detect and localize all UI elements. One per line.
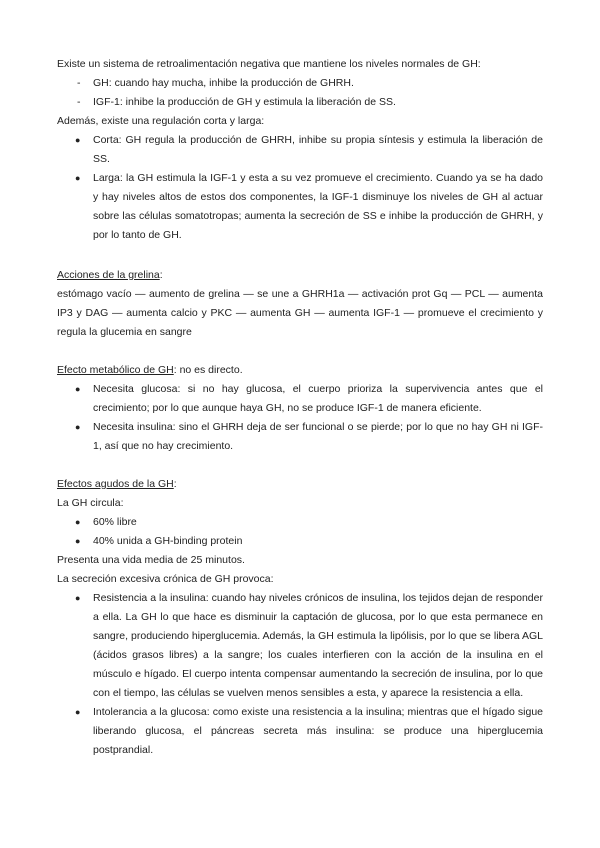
dash-marker: - xyxy=(77,96,81,108)
bullet-marker: ● xyxy=(75,536,81,546)
circula-label: La GH circula: xyxy=(57,497,124,509)
list-item: - IGF-1: inhibe la producción de GH y estimula la liberación de SS. xyxy=(57,93,543,112)
bullet-marker: ● xyxy=(75,517,81,527)
intro-paragraph: Existe un sistema de retroalimentación negativa que mantiene los niveles normales de GH: xyxy=(57,58,481,70)
grelina-text: estómago vacío — aumento de grelina — se une a GHRH1a — activación prot Gq — PCL — aumenta IP3 y DAG — aumenta calcio y PKC — aumenta GH — aumenta IGF-1 — promueve el crecimiento y regula la glucemia en sangre xyxy=(57,288,543,338)
bullet-marker: ● xyxy=(75,135,81,145)
list-item: ● Corta: GH regula la producción de GHRH, inhibe su propia síntesis y estimula la liberación de SS. xyxy=(57,131,543,169)
list-item: ● Intolerancia a la glucosa: como existe una resistencia a la insulina; mientras que el hígado sigue liberando glucosa, el páncreas secreta más insulina: se produce una hiperglucemia postprandial. xyxy=(57,703,543,760)
bullet-marker: ● xyxy=(75,173,81,183)
metabolico-heading: Efecto metabólico de GH: no es directo. xyxy=(57,364,243,376)
list-item: ● Necesita glucosa: si no hay glucosa, el cuerpo prioriza la supervivencia antes que el crecimiento; por lo que aunque haya GH, no se produce IGF-1 de manera eficiente. xyxy=(57,380,543,418)
bullet-marker: ● xyxy=(75,422,81,432)
feedback-list xyxy=(57,74,543,112)
secrecion-label: La secreción excesiva crónica de GH provoca: xyxy=(57,573,274,585)
bullet-marker: ● xyxy=(75,707,81,717)
list-item: ● 40% unida a GH-binding protein xyxy=(57,532,543,551)
regulation-intro: Además, existe una regulación corta y larga: xyxy=(57,115,265,127)
agudos-heading: Efectos agudos de la GH: xyxy=(57,478,177,490)
list-item: - GH: cuando hay mucha, inhibe la producción de GHRH. xyxy=(57,74,543,93)
list-item: ● Larga: la GH estimula la IGF-1 y esta a su vez promueve el crecimiento. Cuando ya se ha dado y hay niveles altos de estos dos componentes, la IGF-1 disminuye los niveles de GH al actuar sobre las células somatotropas; aumenta la secreción de SS e inhibe la producción de GHRH, y por lo tanto de GH. xyxy=(57,169,543,245)
list-item: ● Necesita insulina: sino el GHRH deja de ser funcional o se pierde; por lo que no hay GH ni IGF-1, así que no hay crecimiento. xyxy=(57,418,543,456)
vida-media: Presenta una vida media de 25 minutos. xyxy=(57,554,245,566)
grelina-heading: Acciones de la grelina: xyxy=(57,269,163,281)
circula-list xyxy=(57,513,543,551)
secrecion-list xyxy=(57,589,543,760)
metabolico-list xyxy=(57,380,543,456)
list-item: ● Resistencia a la insulina: cuando hay niveles crónicos de insulina, los tejidos dejan de responder a ella. La GH lo que hace es disminuir la captación de glucosa, por lo que esta permanece en sangre, produciendo hiperglucemia. Además, la GH estimula la lipólisis, por lo que se libera AGL (ácidos grasos libres) a la sangre; los cuales interfieren con la acción de la insulina en el músculo e hígado. El cuerpo intenta compensar aumentando la secreción de insulina, por lo que con el tiempo, las células se vuelven menos sensibles a esta, y aparece la resistencia a ella. xyxy=(57,589,543,703)
list-item: ● 60% libre xyxy=(57,513,543,532)
bullet-marker: ● xyxy=(75,593,81,603)
regulation-list xyxy=(57,131,543,245)
dash-marker: - xyxy=(77,77,81,89)
bullet-marker: ● xyxy=(75,384,81,394)
